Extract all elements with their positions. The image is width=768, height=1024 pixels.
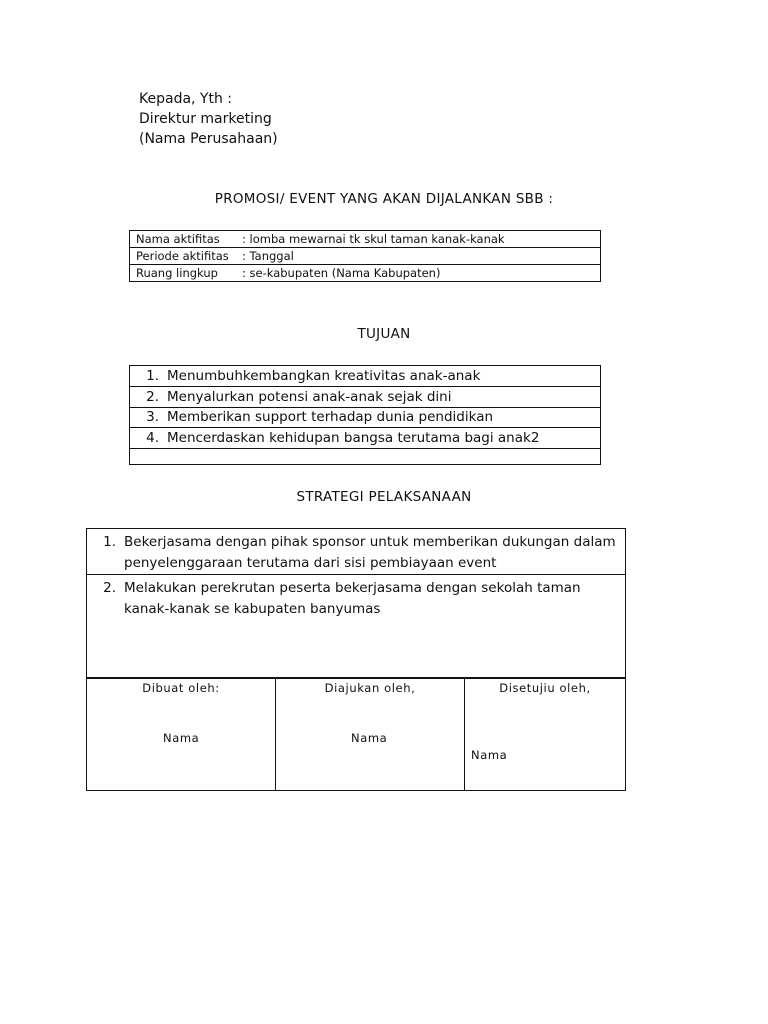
address-line: Direktur marketing bbox=[139, 111, 272, 127]
item-text: Melakukan perekrutan peserta bekerjasama dengan sekolah taman kanak-kanak se kabupaten banyumas bbox=[124, 580, 581, 617]
signature-cell-created bbox=[87, 678, 276, 791]
table-row bbox=[130, 386, 601, 407]
promo-heading: PROMOSI/ EVENT YANG AKAN DIJALANKAN SBB : bbox=[214, 191, 554, 207]
signature-caption: Disetujiu oleh, bbox=[499, 681, 591, 695]
item-number: 4. bbox=[146, 430, 159, 447]
item-number: 2. bbox=[146, 388, 159, 405]
signature-caption: Diajukan oleh, bbox=[324, 681, 416, 695]
signature-name: Nama bbox=[351, 731, 388, 745]
tujuan-heading: TUJUAN bbox=[357, 326, 411, 342]
goals-table bbox=[129, 365, 601, 465]
list-item bbox=[130, 428, 601, 449]
address-line: (Nama Perusahaan) bbox=[139, 131, 278, 147]
list-item bbox=[87, 529, 626, 575]
table-row bbox=[130, 248, 601, 265]
table-cell bbox=[130, 231, 601, 248]
address-block bbox=[139, 89, 278, 149]
signature-name: Nama bbox=[163, 731, 200, 745]
strategy-table bbox=[86, 528, 626, 679]
info-label: Nama aktifitas bbox=[136, 232, 220, 246]
table-row bbox=[130, 366, 601, 387]
table-row bbox=[130, 407, 601, 428]
info-value: : Tanggal bbox=[242, 249, 294, 263]
item-text: Menyalurkan potensi anak-anak sejak dini bbox=[167, 388, 452, 405]
signature-caption: Dibuat oleh: bbox=[142, 681, 220, 695]
signature-table bbox=[86, 677, 626, 791]
info-value: : lomba mewarnai tk skul taman kanak-kanak bbox=[242, 232, 505, 246]
info-value: : se-kabupaten (Nama Kabupaten) bbox=[242, 266, 441, 280]
table-row bbox=[130, 449, 601, 465]
table-row bbox=[130, 265, 601, 282]
table-cell bbox=[130, 265, 601, 282]
list-item bbox=[130, 386, 601, 407]
item-number: 1. bbox=[103, 534, 116, 550]
info-label: Periode aktifitas bbox=[136, 249, 229, 263]
table-row bbox=[87, 575, 626, 679]
list-item bbox=[87, 575, 626, 679]
list-item bbox=[130, 366, 601, 387]
item-text: Bekerjasama dengan pihak sponsor untuk memberikan dukungan dalam penyelenggaraan terutama dari sisi pembiayaan event bbox=[124, 534, 616, 571]
item-text: Memberikan support terhadap dunia pendidikan bbox=[167, 409, 494, 426]
signature-name: Nama bbox=[471, 748, 508, 762]
item-text: Menumbuhkembangkan kreativitas anak-anak bbox=[167, 367, 481, 384]
empty-row bbox=[130, 449, 601, 465]
item-number: 1. bbox=[146, 367, 159, 384]
table-row bbox=[130, 231, 601, 248]
strategy-heading: STRATEGI PELAKSANAAN bbox=[296, 489, 472, 505]
signature-cell-approved bbox=[465, 678, 626, 791]
table-row bbox=[87, 678, 626, 791]
item-number: 3. bbox=[146, 409, 159, 426]
table-row bbox=[130, 428, 601, 449]
signature-cell-submitted bbox=[276, 678, 465, 791]
table-row bbox=[87, 529, 626, 575]
list-item bbox=[130, 407, 601, 428]
address-line: Kepada, Yth : bbox=[139, 91, 233, 107]
activity-info-table bbox=[129, 230, 601, 282]
table-cell bbox=[130, 248, 601, 265]
info-label: Ruang lingkup bbox=[136, 266, 218, 280]
item-text: Mencerdaskan kehidupan bangsa terutama bagi anak2 bbox=[167, 430, 540, 447]
item-number: 2. bbox=[103, 580, 116, 596]
